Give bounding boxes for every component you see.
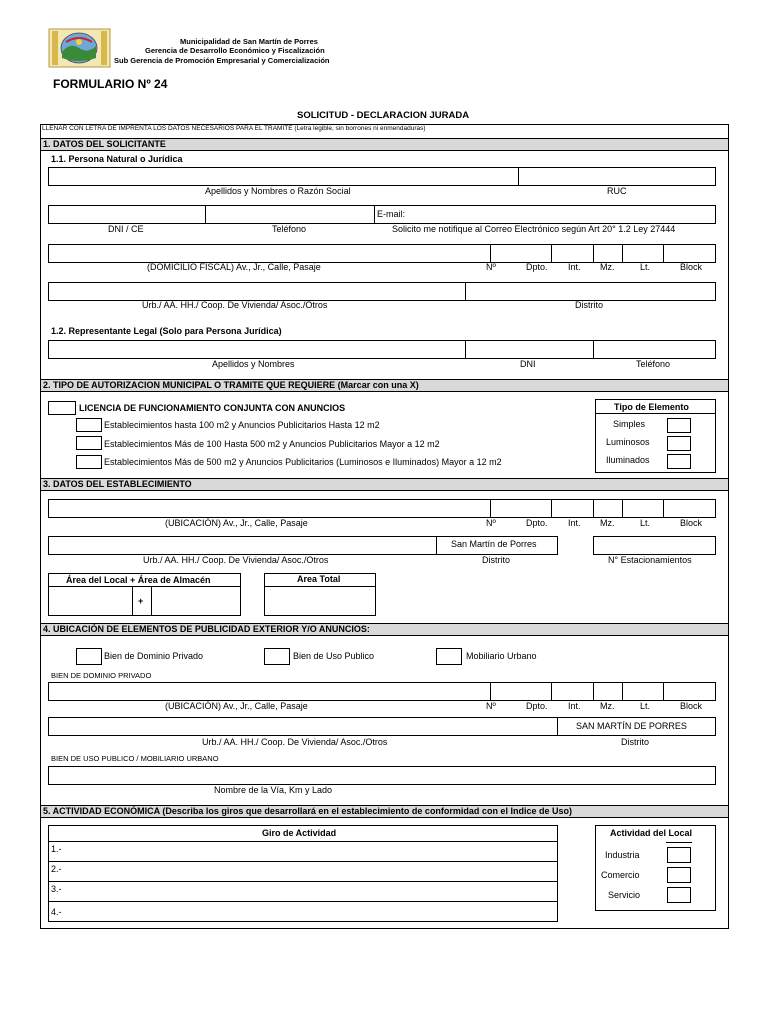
- address-dpto-field[interactable]: [551, 244, 594, 263]
- giro-table: [48, 825, 558, 922]
- simples-label: Simples: [613, 419, 646, 429]
- actividad-header: Actividad del Local: [610, 828, 693, 838]
- servicio-checkbox[interactable]: [667, 887, 691, 903]
- industria-label: Industria: [605, 850, 640, 860]
- est-district-label: Distrito: [482, 555, 511, 565]
- urb-label: Urb./ AA. HH./ Coop. De Vivienda/ Asoc./Otros: [142, 300, 328, 310]
- phone-label: Teléfono: [272, 224, 307, 234]
- section-4-title: 4. UBICACIÓN DE ELEMENTOS DE PUBLICIDAD EXTERIOR Y/O ANUNCIOS:: [41, 623, 728, 636]
- name-label: Apellidos y Nombres o Razón Social: [205, 186, 351, 196]
- est-mz-field[interactable]: [622, 499, 664, 518]
- section-5-title: 5. ACTIVIDAD ECONÓMICA (Describa los giros que desarrollará en el establecimiento de conformidad con el Indice de Uso): [41, 805, 728, 818]
- privado-label: Bien de Dominio Privado: [104, 651, 204, 661]
- rep-phone-label: Teléfono: [636, 359, 671, 369]
- dni-field[interactable]: [48, 205, 206, 224]
- header-line1: Municipalidad de San Martín de Porres: [180, 37, 318, 46]
- mobiliario-checkbox[interactable]: [436, 648, 462, 665]
- publico-label: Bien de Uso Publico: [293, 651, 375, 661]
- comercio-label: Comercio: [601, 870, 640, 880]
- industria-checkbox[interactable]: [667, 847, 691, 863]
- opt3-checkbox[interactable]: [76, 455, 102, 469]
- municipal-logo: [48, 28, 111, 68]
- address-label: (DOMICILIO FISCAL) Av., Jr., Calle, Pasaje: [147, 262, 321, 272]
- pub-block-label: Block: [680, 701, 703, 711]
- est-parking-label: N° Estacionamientos: [608, 555, 692, 565]
- email-field[interactable]: [374, 205, 716, 224]
- address-lt-label: Lt.: [640, 262, 651, 272]
- est-lt-field[interactable]: [663, 499, 716, 518]
- giro-header: Giro de Actividad: [262, 828, 337, 838]
- address-num-field[interactable]: [490, 244, 552, 263]
- pub-dpto-label: Dpto.: [526, 701, 548, 711]
- address-field[interactable]: [48, 244, 491, 263]
- est-lt-label: Lt.: [640, 518, 651, 528]
- privado-checkbox[interactable]: [76, 648, 102, 665]
- email-label: E-mail:: [377, 209, 406, 219]
- header-line3: Sub Gerencia de Promoción Empresarial y Comercialización: [114, 56, 330, 65]
- giro-row-3[interactable]: 3.-: [51, 884, 62, 894]
- notify-label: Solicito me notifique al Correo Electrónico según Art 20° 1.2 Ley 27444: [392, 224, 676, 234]
- pub-lt-label: Lt.: [640, 701, 651, 711]
- est-mz-label: Mz.: [600, 518, 615, 528]
- rep-name-field[interactable]: [48, 340, 466, 359]
- luminosos-label: Luminosos: [606, 437, 650, 447]
- est-parking-field[interactable]: [593, 536, 716, 555]
- address-lt-field[interactable]: [663, 244, 716, 263]
- district-label: Distrito: [575, 300, 604, 310]
- est-address-label: (UBICACIÓN) Av., Jr., Calle, Pasaje: [165, 518, 308, 528]
- form-title: SOLICITUD - DECLARACION JURADA: [297, 110, 470, 121]
- simples-checkbox[interactable]: [667, 418, 691, 433]
- publico-checkbox[interactable]: [264, 648, 290, 665]
- pub-urb-field[interactable]: [48, 717, 558, 736]
- pub-int-label: Int.: [568, 701, 581, 711]
- giro-row-1[interactable]: 1.-: [51, 844, 62, 854]
- pub-mz-label: Mz.: [600, 701, 615, 711]
- pub-address-field[interactable]: [48, 682, 491, 701]
- opt2-checkbox[interactable]: [76, 436, 102, 450]
- ruc-label: RUC: [607, 186, 627, 196]
- via-label: Nombre de la Vía, Km y Lado: [214, 785, 333, 795]
- est-urb-label: Urb./ AA. HH./ Coop. De Vivienda/ Asoc./Otros: [143, 555, 329, 565]
- iluminados-label: Iluminados: [606, 455, 650, 465]
- address-int-label: Int.: [568, 262, 581, 272]
- est-urb-field[interactable]: [48, 536, 437, 555]
- tipo-elemento-title: Tipo de Elemento: [614, 402, 689, 412]
- form-number: FORMULARIO Nº 24: [53, 77, 168, 91]
- via-field[interactable]: [48, 766, 716, 785]
- address-dpto-label: Dpto.: [526, 262, 548, 272]
- subsection-1-1: 1.1. Persona Natural o Jurídica: [51, 154, 183, 164]
- area-plus: +: [138, 596, 144, 606]
- publico-caps-label: BIEN DE USO PUBLICO / MOBILIARIO URBANO: [51, 754, 219, 763]
- mobiliario-label: Mobiliario Urbano: [466, 651, 537, 661]
- est-block-label: Block: [680, 518, 703, 528]
- privado-caps-label: BIEN DE DOMINIO PRIVADO: [51, 671, 152, 680]
- header-line2: Gerencia de Desarrollo Económico y Fiscalización: [145, 46, 325, 55]
- district-field[interactable]: [465, 282, 716, 301]
- opt2-label: Establecimientos Más de 100 Hasta 500 m2 y Anuncios Publicitarios Mayor a 12 m2: [104, 439, 440, 449]
- rep-dni-label: DNI: [520, 359, 536, 369]
- rep-name-label: Apellidos y Nombres: [212, 359, 295, 369]
- licencia-checkbox[interactable]: [48, 401, 76, 415]
- est-address-field[interactable]: [48, 499, 491, 518]
- pub-address-label: (UBICACIÓN) Av., Jr., Calle, Pasaje: [165, 701, 308, 711]
- address-mz-field[interactable]: [622, 244, 664, 263]
- section-3-title: 3. DATOS DEL ESTABLECIMIENTO: [41, 478, 728, 491]
- est-int-field[interactable]: [593, 499, 623, 518]
- licencia-label: LICENCIA DE FUNCIONAMIENTO CONJUNTA CON ANUNCIOS: [79, 403, 346, 413]
- est-dpto-field[interactable]: [551, 499, 594, 518]
- pub-district-value: SAN MARTÍN DE PORRES: [576, 721, 687, 731]
- opt1-checkbox[interactable]: [76, 418, 102, 432]
- est-int-label: Int.: [568, 518, 581, 528]
- pub-num-field[interactable]: [490, 682, 552, 701]
- address-block-label: Block: [680, 262, 703, 272]
- est-district-value: San Martín de Porres: [451, 539, 537, 549]
- ruc-field[interactable]: [518, 167, 716, 186]
- instructions: LLENAR CON LETRA DE IMPRENTA LOS DATOS NECESARIOS PARA EL TRAMITE (Letra legible, sin borrones ni enmendaduras): [42, 125, 426, 132]
- opt3-label: Establecimientos Más de 500 m2 y Anuncios Publicitarios (Luminosos e Iluminados) Mayor a 12 m2: [104, 457, 502, 467]
- pub-lt-field[interactable]: [663, 682, 716, 701]
- pub-dpto-field[interactable]: [551, 682, 594, 701]
- section-2-title: 2. TIPO DE AUTORIZACION MUNICIPAL O TRAMITE QUE REQUIERE (Marcar con una X): [41, 379, 728, 392]
- name-field[interactable]: [48, 167, 519, 186]
- subsection-1-2: 1.2. Representante Legal (Solo para Persona Jurídica): [51, 326, 282, 336]
- est-dpto-label: Dpto.: [526, 518, 548, 528]
- opt1-label: Establecimientos hasta 100 m2 y Anuncios Publicitarios Hasta 12 m2: [104, 420, 380, 430]
- comercio-checkbox[interactable]: [667, 867, 691, 883]
- rep-dni-field[interactable]: [465, 340, 594, 359]
- area-total-label: Area Total: [297, 574, 341, 584]
- luminosos-checkbox[interactable]: [667, 436, 691, 451]
- address-int-field[interactable]: [593, 244, 623, 263]
- rep-phone-field[interactable]: [593, 340, 716, 359]
- pub-district-label: Distrito: [621, 737, 650, 747]
- est-num-field[interactable]: [490, 499, 552, 518]
- address-mz-label: Mz.: [600, 262, 615, 272]
- est-num-label: Nº: [486, 518, 496, 528]
- dni-label: DNI / CE: [108, 224, 144, 234]
- pub-mz-field[interactable]: [622, 682, 664, 701]
- area-local-label: Área del Local + Área de Almacén: [66, 575, 211, 585]
- iluminados-checkbox[interactable]: [667, 454, 691, 469]
- pub-num-label: Nº: [486, 701, 496, 711]
- urb-field[interactable]: [48, 282, 466, 301]
- giro-row-4[interactable]: 4.-: [51, 907, 62, 917]
- pub-int-field[interactable]: [593, 682, 623, 701]
- phone-field[interactable]: [205, 205, 375, 224]
- address-num-label: Nº: [486, 262, 496, 272]
- section-1-title: 1. DATOS DEL SOLICITANTE: [41, 138, 728, 151]
- servicio-label: Servicio: [608, 890, 641, 900]
- giro-row-2[interactable]: 2.-: [51, 864, 62, 874]
- pub-urb-label: Urb./ AA. HH./ Coop. De Vivienda/ Asoc./Otros: [202, 737, 388, 747]
